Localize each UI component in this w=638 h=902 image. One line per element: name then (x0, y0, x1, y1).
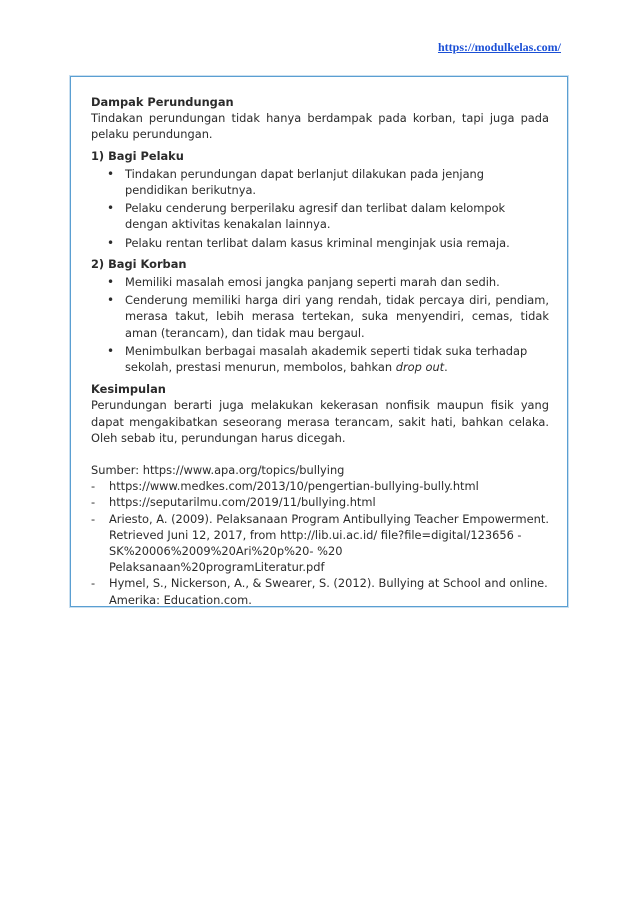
conclusion-heading: Kesimpulan (91, 382, 166, 397)
header-url-link[interactable]: https://modulkelas.com/ (437, 40, 561, 54)
pelaku-list (91, 166, 549, 251)
conclusion-text: Perundungan berarti juga melakukan kekerasan nonfisik maupun fisik yang dapat mengakibatkan seseorang merasa terancam, sakit hati, bahkan celaka. Oleh sebab itu, perundungan harus dicegah. (91, 398, 549, 445)
card-intro: Tindakan perundungan tidak hanya berdampak pada korban, tapi juga pada pelaku perundungan. (91, 111, 549, 142)
reference-item: - Hymel, S., Nickerson, A., & Swearer, S. (2012). Bullying at School and online. Amerika: Education.com. (109, 575, 549, 607)
list-item: • Pelaku cenderung berperilaku agresif dan terlibat dalam kelompok dengan aktivitas kenakalan lainnya. (125, 200, 549, 232)
korban-list (91, 274, 549, 375)
korban-heading: 2) Bagi Korban (91, 256, 187, 271)
card-title: Dampak Perundungan (91, 95, 234, 109)
reference-item: - Ariesto, A. (2009). Pelaksanaan Program Antibullying Teacher Empowerment. Retrieved Juni 12, 2017, from http://lib.ui.ac.id/ file?file=digital/123656 -SK%20006%2009%20Ari%20p%20- %20 Pelaksanaan%20programLiteratur.pdf (109, 511, 549, 576)
list-item-end: . (444, 360, 448, 375)
reference-item: - https://seputarilmu.com/2019/11/bullying.html (109, 494, 549, 510)
reference-item: - https://www.medkes.com/2013/10/pengertian-bullying-bully.html (109, 478, 549, 494)
list-item: • Cenderung memiliki harga diri yang rendah, tidak percaya diri, pendiam, merasa takut, lebih merasa tertekan, suka menyendiri, cemas, tidak aman (terancam), dan tidak mau bergaul. (125, 292, 549, 341)
reference-list (91, 478, 549, 608)
source-primary: Sumber: https://www.apa.org/topics/bullying (91, 463, 345, 478)
info-card (70, 76, 568, 607)
pelaku-heading: 1) Bagi Pelaku (91, 148, 184, 163)
list-item (125, 343, 549, 375)
list-item: • Tindakan perundungan dapat berlanjut dilakukan pada jenjang pendidikan berikutnya. (125, 166, 549, 198)
list-item-text: Menimbulkan berbagai masalah akademik seperti tidak suka terhadap sekolah, prestasi menurun, membolos, bahkan (125, 343, 528, 375)
list-item: • Memiliki masalah emosi jangka panjang seperti marah dan sedih. (125, 274, 549, 290)
sources-section (91, 462, 549, 608)
list-item: • Pelaku rentan terlibat dalam kasus kriminal menginjak usia remaja. (125, 235, 549, 251)
list-item-italic: drop out (395, 360, 445, 375)
